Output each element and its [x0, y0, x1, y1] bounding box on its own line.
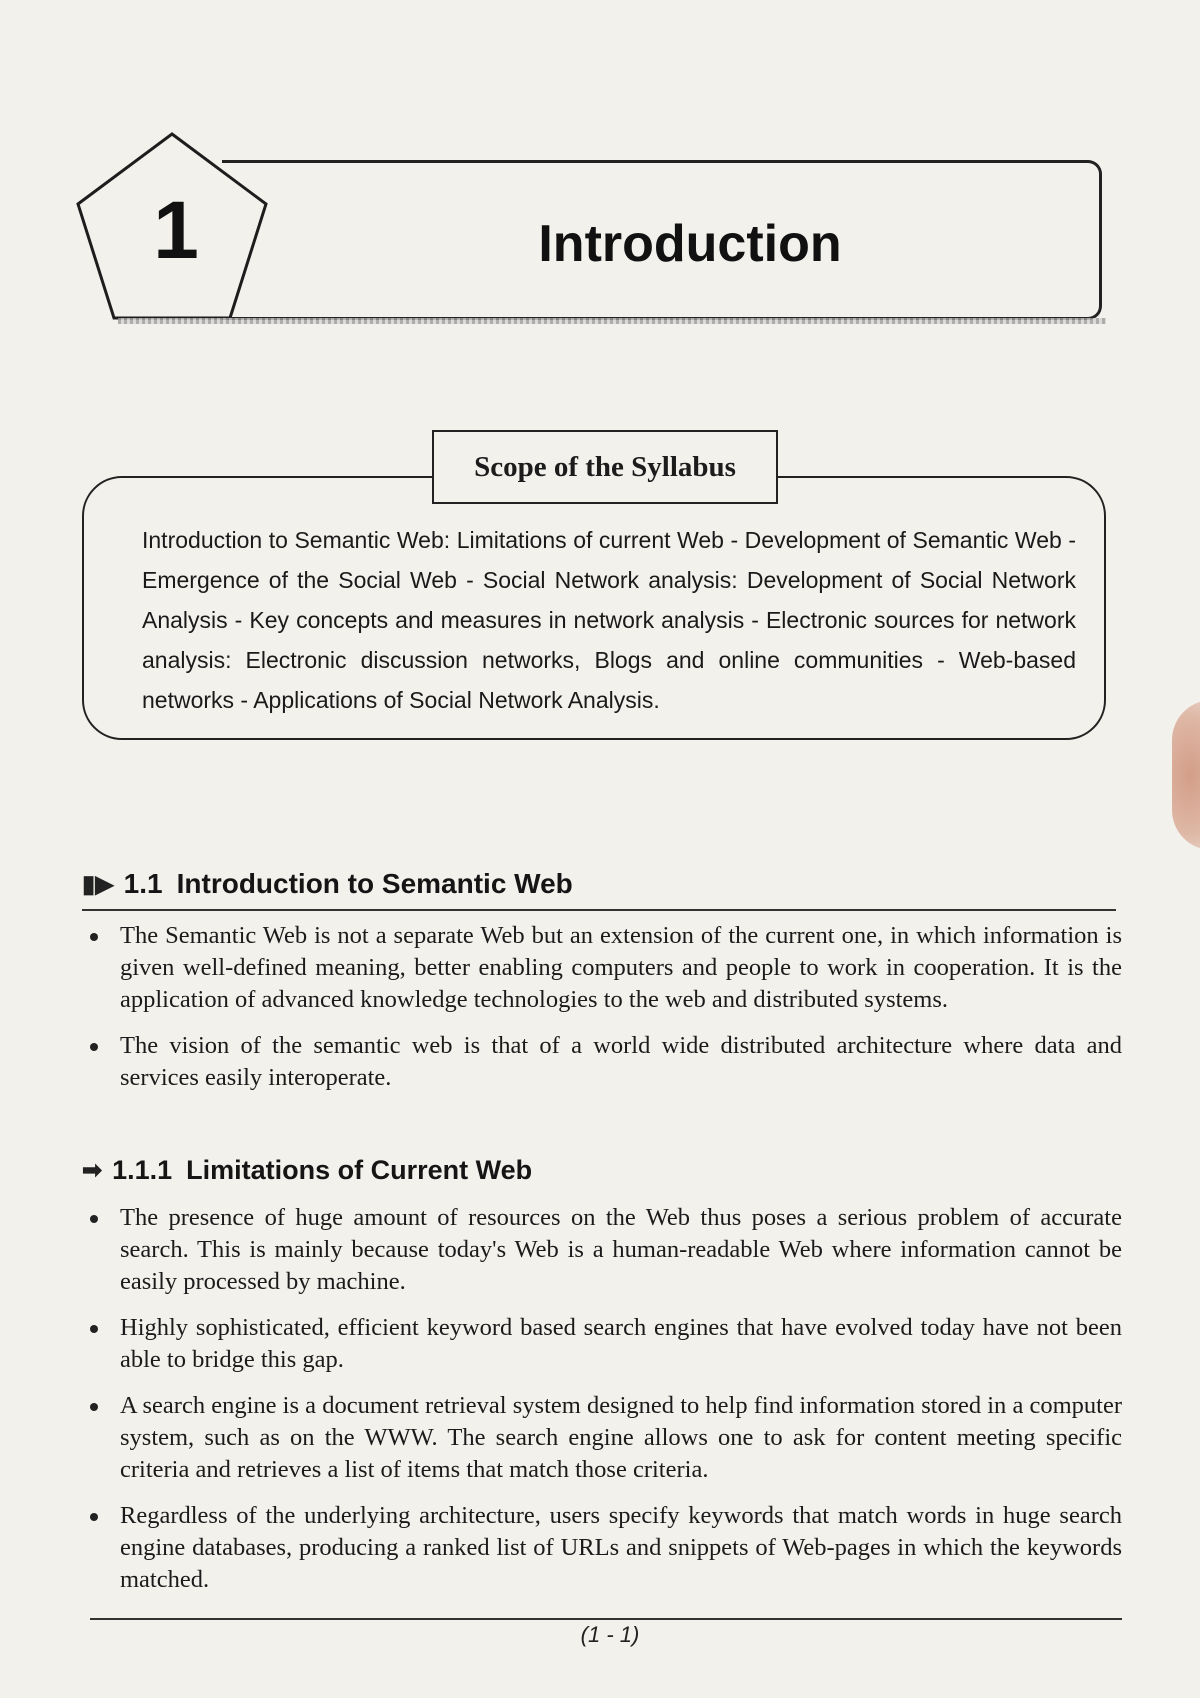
list-item-text: The vision of the semantic web is that of a world wide distributed architecture where data and services easily interoperate. [120, 1032, 1122, 1091]
list-item [82, 1390, 1122, 1486]
bullet-icon [90, 1325, 98, 1333]
section-divider [82, 909, 1116, 911]
subsection-bullet-list [82, 1202, 1122, 1610]
section-bullet-list [82, 920, 1122, 1108]
list-item [82, 920, 1122, 1016]
bullet-icon [90, 1403, 98, 1411]
page-number: (1 - 1) [580, 1622, 640, 1647]
bullet-icon [90, 1215, 98, 1223]
arrow-icon: ▮▶ [82, 870, 114, 898]
section-title: Introduction to Semantic Web [176, 868, 573, 899]
list-item-text: Regardless of the underlying architecture, users specify keywords that match words in huge search engine databases, producing a ranked list of URLs and snippets of Web-pages in which the keywords matched. [120, 1502, 1122, 1593]
section-heading [82, 868, 1122, 900]
list-item-text: A search engine is a document retrieval system designed to help find information stored in a computer system, such as on the WWW. The search engine allows one to ask for content meeting specific criteria and retrieves a list of items that match those criteria. [120, 1392, 1122, 1483]
list-item [82, 1500, 1122, 1596]
title-shadow-divider [118, 318, 1106, 324]
subsection-number: 1.1.1 [112, 1155, 173, 1185]
subsection-heading [82, 1155, 1122, 1186]
arrow-icon: ➡ [82, 1157, 103, 1184]
thumb-shadow [1172, 700, 1200, 850]
chapter-number: 1 [153, 185, 199, 276]
list-item [82, 1312, 1122, 1376]
list-item-text: Highly sophisticated, efficient keyword based search engines that have evolved today have not been able to bridge this gap. [120, 1314, 1122, 1373]
bullet-icon [90, 933, 98, 941]
footer-divider [90, 1618, 1122, 1620]
subsection-title: Limitations of Current Web [186, 1155, 533, 1185]
list-item [82, 1030, 1122, 1094]
list-item [82, 1202, 1122, 1298]
chapter-title: Introduction [538, 215, 842, 273]
section-number: 1.1 [123, 868, 163, 899]
bullet-icon [90, 1513, 98, 1521]
list-item-text: The presence of huge amount of resources on the Web thus poses a serious problem of accurate search. This is mainly because today's Web is a human-readable Web where information cannot be easily processed by machine. [120, 1204, 1122, 1295]
list-item-text: The Semantic Web is not a separate Web but an extension of the current one, in which information is given well-defined meaning, better enabling computers and people to work in cooperation. It is the application of advanced knowledge technologies to the web and distributed systems. [120, 922, 1122, 1013]
syllabus-label: Scope of the Syllabus [432, 430, 778, 504]
syllabus-text: Introduction to Semantic Web: Limitations of current Web - Development of Semantic Web - Emergence of the Social Web - Social Network analysis: Development of Social Network Analysis - Key concepts and measures in network analysis - Electronic sources for network analysis: Electronic discussion networks, Blogs and online communities - Web-based networks - Applications of Social Network Analysis. [142, 527, 1076, 713]
bullet-icon [90, 1043, 98, 1051]
